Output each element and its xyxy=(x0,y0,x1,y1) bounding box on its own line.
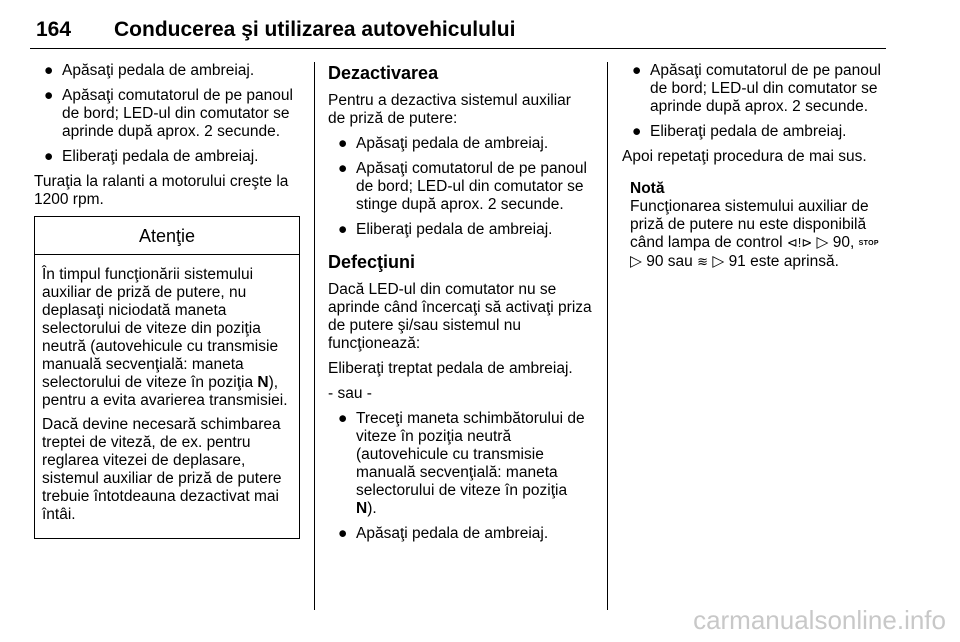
bullet-icon: ● xyxy=(338,160,348,177)
list-item: ● Eliberaţi pedala de ambreiaj. xyxy=(338,221,553,238)
page-ref-arrow-icon: ▷ xyxy=(816,234,829,251)
page-header xyxy=(30,6,886,49)
list-item: ● Apăsaţi pedala de ambreiaj. xyxy=(338,525,549,542)
bullet-icon: ● xyxy=(44,87,54,104)
column-3 xyxy=(622,62,884,271)
intro-paragraph: Pentru a dezactiva sistemul auxiliar de priză de putere: xyxy=(328,92,571,127)
stop-icon: STOP xyxy=(858,240,879,247)
bullet-icon: ● xyxy=(632,123,642,140)
fault-paragraph: Dacă LED-ul din comutator nu se aprinde când încercaţi să activaţi priza de putere şi/sau sistemul nu funcţionează: xyxy=(328,281,592,352)
bullet-list xyxy=(34,62,300,166)
bullet-icon: ● xyxy=(338,135,348,152)
page-number: 164 xyxy=(36,18,72,41)
warning-box xyxy=(34,216,300,539)
bullet-icon: ● xyxy=(338,525,348,542)
note-text: Funcţionarea sistemului auxiliar de priză de putere nu este disponibilă când lampa de control ⊲!⊳ ▷ 90, STOP ▷ 90 sau ≋ ▷ 91 este aprinsă. xyxy=(630,198,879,270)
list-item: ● Treceţi maneta schimbătorului de viteze în poziţia neutră (autovehicule cu transmisie manuală secvenţială: maneta selectorului de viteze în poziţia N). xyxy=(338,410,585,517)
page-ref-arrow-icon: ▷ xyxy=(712,253,725,270)
repeat-paragraph: Apoi repetaţi procedura de mai sus. xyxy=(622,148,867,165)
bullet-icon: ● xyxy=(338,410,348,427)
list-item: ● Apăsaţi pedala de ambreiaj. xyxy=(44,62,255,79)
bullet-list xyxy=(328,135,592,239)
list-item: ● Apăsaţi comutatorul de pe panoul de bord; LED-ul din comutator se aprinde după aprox. 2 secunde. xyxy=(632,62,881,115)
list-item: ● Eliberaţi pedala de ambreiaj. xyxy=(44,148,259,165)
page-ref-arrow-icon: ▷ xyxy=(630,253,642,270)
list-item: ● Apăsaţi comutatorul de pe panoul de bord; LED-ul din comutator se stinge după aprox. 2 secunde. xyxy=(338,160,587,213)
bullet-icon: ● xyxy=(338,221,348,238)
section-heading: Defecţiuni xyxy=(328,252,416,272)
note-title: Notă xyxy=(630,180,665,197)
idle-speed-paragraph: Turaţia la ralanti a motorului creşte la 1200 rpm. xyxy=(34,173,289,208)
warning-title: Atenţie xyxy=(35,217,299,255)
column-2 xyxy=(328,62,592,550)
bullet-list xyxy=(328,410,592,543)
chapter-title: Conducerea şi utilizarea autovehiculului xyxy=(114,18,516,41)
warning-lamp-icon: ⊲!⊳ xyxy=(786,235,813,250)
column-1 xyxy=(34,62,300,539)
watermark: carmanualsonline.info xyxy=(693,605,946,635)
section-heading: Dezactivarea xyxy=(328,63,439,83)
list-item: ● Apăsaţi comutatorul de pe panoul de bord; LED-ul din comutator se aprinde după aprox. 2 secunde. xyxy=(44,87,293,140)
coolant-temperature-icon: ≋ xyxy=(697,254,709,269)
warning-paragraph: În timpul funcţionării sistemului auxiliar de priză de putere, nu deplasaţi niciodată maneta selectorului de viteze din poziţia neutră (autovehicule cu transmisie manuală secvenţială: maneta selectorului de viteze în poziţia N), pentru a evita avarierea transmisiei. xyxy=(42,266,288,409)
column-divider xyxy=(314,62,315,610)
fault-paragraph: Eliberaţi treptat pedala de ambreiaj. xyxy=(328,360,573,377)
bullet-icon: ● xyxy=(44,62,54,79)
list-item: ● Eliberaţi pedala de ambreiaj. xyxy=(632,123,847,140)
bullet-list xyxy=(622,62,884,141)
list-item: ● Apăsaţi pedala de ambreiaj. xyxy=(338,135,549,152)
fault-paragraph: - sau - xyxy=(328,385,372,402)
warning-body xyxy=(35,255,299,538)
note-box xyxy=(622,180,884,271)
bullet-icon: ● xyxy=(44,148,54,165)
warning-paragraph: Dacă devine necesară schimbarea treptei de viteză, de ex. pentru reglarea vitezei de deplasare, sistemul auxiliar de priză de putere trebuie întotdeauna dezactivat mai întâi. xyxy=(42,416,282,523)
column-divider xyxy=(607,62,608,610)
bullet-icon: ● xyxy=(632,62,642,79)
